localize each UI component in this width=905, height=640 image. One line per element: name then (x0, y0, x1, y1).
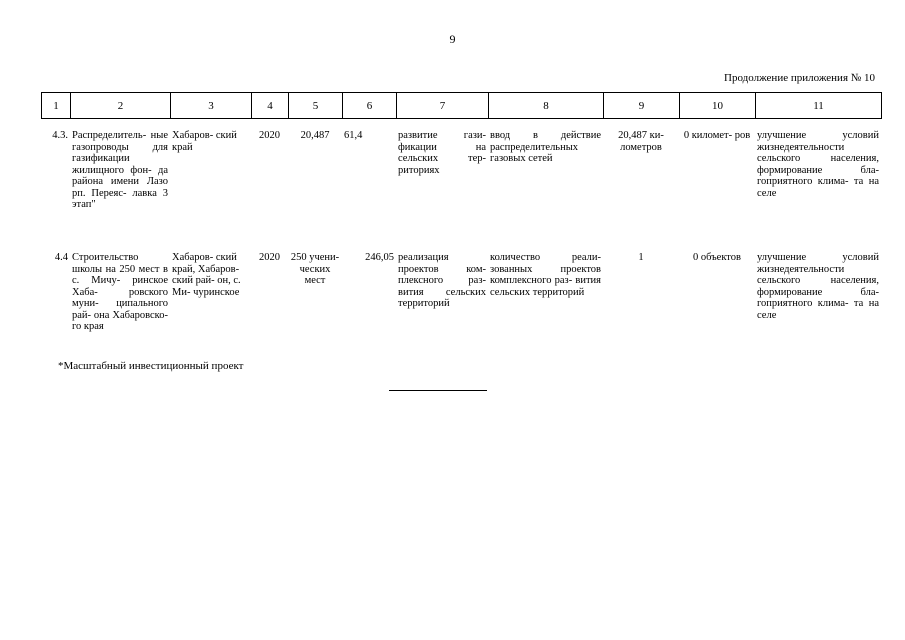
table-header (41, 92, 882, 119)
planned-value: 1 (638, 252, 644, 263)
goal: развитие гази- фикации на сельских тер- риториях (398, 130, 486, 176)
column-number-4: 4 (252, 93, 289, 119)
region: Хабаров- ский край, Хабаров- ский рай- он, с. Ми- чуринское (172, 252, 241, 298)
row-number: 4.3. (52, 130, 68, 141)
object-name: Распределитель- ные газопроводы для газификации жилищного фон- да района имени Лазо рп. Переяс- лавка 3 этап" (72, 130, 168, 210)
column-number-5: 5 (289, 93, 343, 119)
goal: реализация проектов ком- плексного раз- вития сельских территорий (398, 252, 486, 309)
column-number-11: 11 (756, 93, 882, 119)
indicator: ввод в действие распределительных газовых сетей (490, 130, 601, 164)
column-number-1: 1 (42, 93, 71, 119)
indicator: количество реали- зованных проектов комплексного раз- вития сельских территорий (490, 252, 601, 298)
row-number: 4.4 (54, 252, 68, 263)
column-number-9: 9 (604, 93, 680, 119)
table-row (41, 130, 881, 211)
actual-value: 0 объектов (693, 252, 741, 263)
cost: 246,05 (365, 252, 394, 263)
column-number-2: 2 (71, 93, 171, 119)
column-number-10: 10 (680, 93, 756, 119)
column-number-7: 7 (397, 93, 489, 119)
column-number-6: 6 (343, 93, 397, 119)
region: Хабаров- ский край (172, 130, 237, 153)
capacity: 20,487 (300, 130, 330, 141)
planned-value: 20,487 ки- лометров (618, 130, 664, 153)
expected-result: улучшение условий жизнедеятельности сельского населения, формирование бла- гоприятного клима- та на селе (757, 130, 879, 199)
table-row (41, 252, 881, 333)
actual-value: 0 километ- ров (683, 130, 751, 141)
capacity: 250 учени- ческих мест (290, 252, 340, 286)
expected-result: улучшение условий жизнедеятельности сельского населения, формирование бла- гоприятного клима- та на селе (757, 252, 879, 321)
object-name: Строительство школы на 250 мест в с. Мичу- ринское Хаба- ровского муни- ципального рай- она Хабаровско- го края (72, 252, 168, 332)
column-number-3: 3 (171, 93, 252, 119)
footnote: *Масштабный инвестиционный проект (58, 360, 244, 372)
appendix-continuation-label: Продолжение приложения № 10 (724, 72, 875, 84)
page-number: 9 (449, 32, 456, 46)
column-number-8: 8 (489, 93, 604, 119)
closing-rule (389, 390, 487, 391)
cost: 61,4 (344, 130, 363, 141)
year: 2020 (259, 130, 280, 141)
year: 2020 (259, 252, 280, 263)
